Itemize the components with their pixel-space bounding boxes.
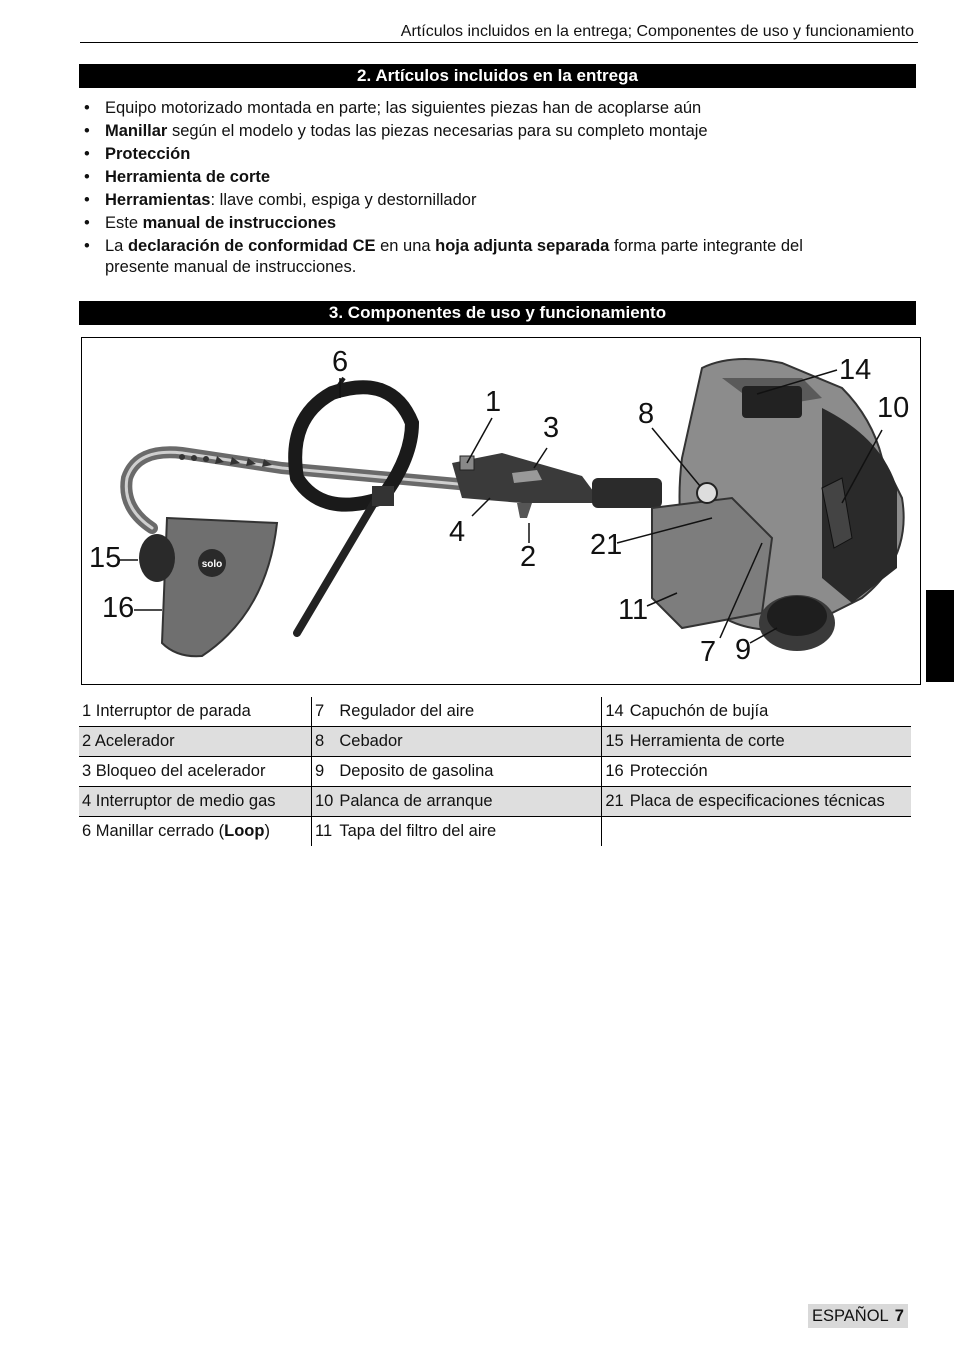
footer-language: ESPAÑOL: [812, 1307, 889, 1325]
page-footer: [808, 1304, 908, 1328]
section-title-delivery: 2. Artículos incluidos en la entrega: [79, 64, 916, 88]
support-rod: [297, 498, 377, 633]
page-number: 7: [894, 1307, 904, 1325]
callout-14: 14: [839, 354, 872, 386]
list-item: • Herramientas: llave combi, espiga y destornillador: [80, 189, 880, 212]
list-item: • Manillar según el modelo y todas las piezas necesarias para su completo montaje: [80, 120, 880, 143]
components-legend: [79, 697, 911, 846]
callout-4: 4: [449, 516, 466, 548]
callout-21: 21: [590, 529, 623, 561]
cutting-head: [139, 534, 175, 582]
list-item: • La declaración de conformidad CE en una hoja adjunta separada forma parte integrante del presente manual de instrucciones.: [80, 236, 880, 278]
header-rule: [80, 42, 918, 43]
delivery-list: [80, 97, 880, 278]
callout-2: 2: [520, 541, 537, 573]
guard: [162, 518, 277, 656]
running-header: Artículos incluidos en la entrega; Componentes de uso y funcionamiento: [400, 23, 914, 40]
loop-handle: [295, 387, 412, 504]
list-item: • Este manual de instrucciones: [80, 212, 880, 235]
trimmer-figure: [81, 337, 921, 685]
list-item: • Protección: [80, 143, 880, 166]
table-row: 3 Bloqueo del acelerador 9 Deposito de gasolina 16 Protección: [79, 757, 911, 787]
callout-10: 10: [877, 392, 910, 424]
table-row: 1 Interruptor de parada 7 Regulador del aire 14 Capuchón de bujía: [79, 697, 911, 727]
table-row: 4 Interruptor de medio gas 10 Palanca de arranque 21 Placa de especificaciones técnicas: [79, 787, 911, 817]
brand-logo: solo: [201, 559, 223, 570]
language-side-tab: [926, 590, 954, 682]
callout-6: 6: [332, 346, 349, 378]
list-item: • Equipo motorizado montada en parte; las siguientes piezas han de acoplarse aún: [80, 97, 880, 120]
callout-1: 1: [485, 386, 502, 418]
callout-8: 8: [638, 398, 655, 430]
callout-9: 9: [735, 634, 752, 666]
callout-16: 16: [102, 592, 135, 624]
section-title-components: 3. Componentes de uso y funcionamiento: [79, 301, 916, 325]
table-row: 2 Acelerador 8 Cebador 15 Herramienta de corte: [79, 727, 911, 757]
callout-3: 3: [543, 412, 560, 444]
callout-15: 15: [89, 542, 122, 574]
list-item: • Herramienta de corte: [80, 166, 880, 189]
callout-11: 11: [618, 594, 649, 626]
table-row: 6 Manillar cerrado (Loop) 11 Tapa del filtro del aire: [79, 817, 911, 847]
spark-plug-cap: [742, 386, 802, 418]
callout-7: 7: [700, 636, 717, 668]
